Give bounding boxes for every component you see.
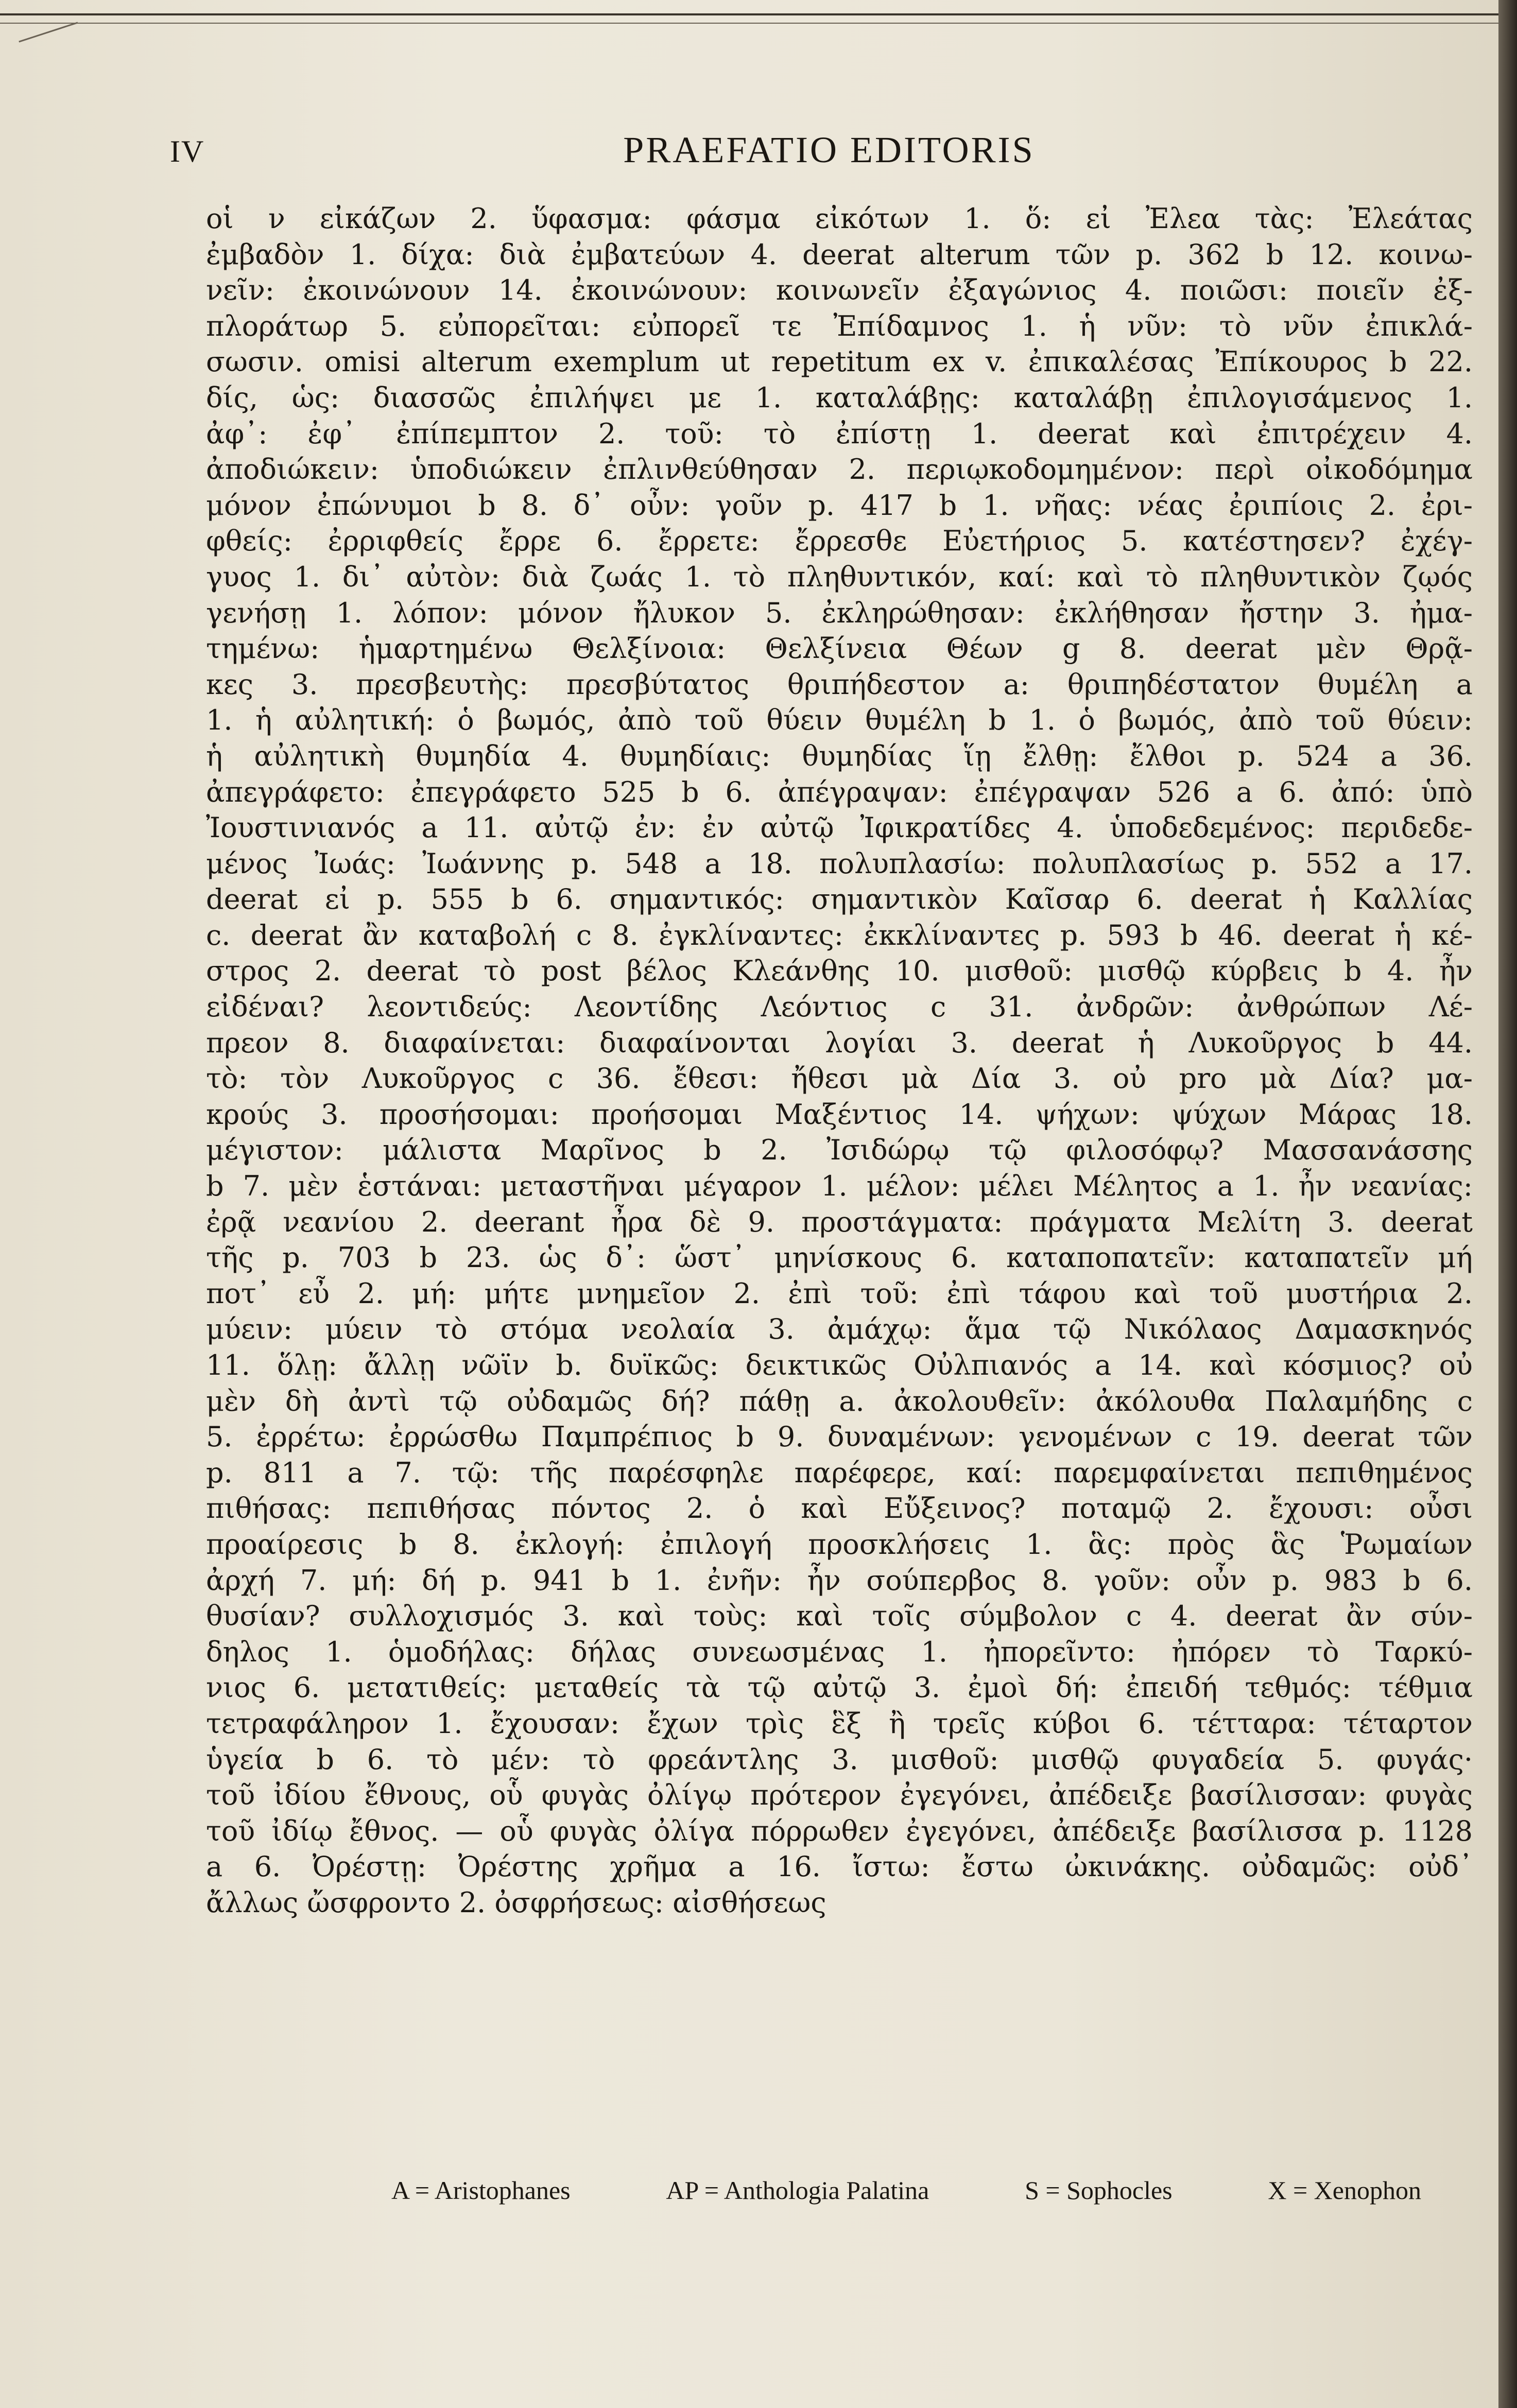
text-line: b 7. μὲν ἑστάναι: μεταστῆναι μέγαρον 1. μέλον: μέλει Μέλητος a 1. ἦν νεανίας: — [206, 1170, 1473, 1203]
text-line: θυσίαν? συλλοχισμός 3. καὶ τοὺς: καὶ τοῖς σύμβολον c 4. deerat ἂν σύν- — [206, 1600, 1473, 1633]
text-line: νεῖν: ἐκοινώνουν 14. ἐκοινώνουν: κοινωνεῖν ἐξαγώνιος 4. ποιῶσι: ποιεῖν ἐξ- — [206, 274, 1473, 307]
text-line: ἐμβαδὸν 1. δίχα: διὰ ἐμβατεύων 4. deerat alterum τῶν p. 362 b 12. κοινω- — [206, 238, 1473, 271]
text-line: δηλος 1. ὁμοδήλας: δήλας συνεωσμένας 1. ἠπορεῖντο: ἠπόρεν τὸ Ταρκύ- — [206, 1635, 1473, 1668]
text-line: κρούς 3. προσήσομαι: προήσομαι Μαξέντιος 14. ψήχων: ψύχων Μάρας 18. — [206, 1098, 1473, 1131]
running-title: PRAEFATIO EDITORIS — [623, 129, 1035, 170]
text-line: σωσιν. omisi alterum exemplum ut repetitum ex v. ἐπικαλέσας Ἐπίκουρος b 22. — [206, 345, 1473, 378]
text-line: τοῦ ἰδίου ἔθνους, οὗ φυγὰς ὀλίγῳ πρότερον ἐγεγόνει, ἀπέδειξε βασίλισσαν: φυγὰς — [206, 1779, 1473, 1812]
text-line: τημένω: ἡμαρτημένω Θελξίνοια: Θελξίνεια Θέων g 8. deerat μὲν Θρᾷ- — [206, 632, 1473, 665]
abbreviation-entry: A = Aristophanes — [391, 2176, 571, 2205]
text-line: μένος Ἰωάς: Ἰωάννης p. 548 a 18. πολυπλασίω: πολυπλασίως p. 552 a 17. — [206, 847, 1473, 880]
text-line: προαίρεσις b 8. ἐκλογή: ἐπιλογή προσκλήσεις 1. ἃς: πρὸς ἃς Ῥωμαίων — [206, 1528, 1473, 1561]
text-line: δίς, ὡς: διασσῶς ἐπιλήψει με 1. καταλάβῃς: καταλάβῃ ἐπιλογισάμενος 1. — [206, 381, 1473, 414]
text-line: deerat εἰ p. 555 b 6. σημαντικός: σημαντικὸν Καῖσαρ 6. deerat ἡ Καλλίας — [206, 883, 1473, 916]
abbreviation-entry: S = Sophocles — [1025, 2176, 1173, 2205]
text-line: Ἰουστινιανός a 11. αὐτῷ ἐν: ἐν αὐτῷ Ἰφικρατίδες 4. ὑποδεδεμένος: περιδεδε- — [206, 811, 1473, 844]
text-line: ἐρᾷ νεανίου 2. deerant ἦρα δὲ 9. προστάγματα: πράγματα Μελίτη 3. deerat — [206, 1205, 1473, 1238]
text-line: a 6. Ὀρέστῃ: Ὀρέστης χρῆμα a 16. ἴστω: ἔστω ὠκινάκης. οὐδαμῶς: οὐδ᾽ — [206, 1850, 1473, 1883]
text-line: ἀποδιώκειν: ὑποδιώκειν ἐπλινθεύθησαν 2. περιῳκοδομημένον: περὶ οἰκοδόμημα — [206, 453, 1473, 486]
text-line: νιος 6. μετατιθείς: μεταθείς τὰ τῷ αὐτῷ 3. ἐμοὶ δή: ἐπειδή τεθμός: τέθμια — [206, 1671, 1473, 1704]
text-line: τετραφάληρον 1. ἔχουσαν: ἔχων τρὶς ἓξ ἢ τρεῖς κύβοι 6. τέτταρα: τέταρτον — [206, 1707, 1473, 1740]
text-line: ἀπεγράφετο: ἐπεγράφετο 525 b 6. ἀπέγραψαν: ἐπέγραψαν 526 a 6. ἀπό: ὑπὸ — [206, 775, 1473, 808]
text-line: ἀρχή 7. μή: δή p. 941 b 1. ἐνῆν: ἦν σούπερβος 8. γοῦν: οὖν p. 983 b 6. — [206, 1564, 1473, 1597]
text-line: p. 811 a 7. τῷ: τῆς παρέσφηλε παρέφερε, καί: παρεμφαίνεται πεπιθημένος — [206, 1456, 1473, 1489]
text-line: ἡ αὐλητικὴ θυμηδία 4. θυμηδίαις: θυμηδίας ἵῃ ἔλθῃ: ἔλθοι p. 524 a 36. — [206, 739, 1473, 772]
page-header — [170, 124, 1488, 180]
text-line: μόνον ἐπώνυμοι b 8. δ᾽ οὖν: γοῦν p. 417 b 1. νῆας: νέας ἐριπίοις 2. ἐρι- — [206, 489, 1473, 522]
text-line: ποτ᾽ εὖ 2. μή: μήτε μνημεῖον 2. ἐπὶ τοῦ: ἐπὶ τάφου καὶ τοῦ μυστήρια 2. — [206, 1277, 1473, 1310]
top-border-rule — [0, 13, 1509, 15]
text-line: τὸ: τὸν Λυκοῦργος c 36. ἔθεσι: ἤθεσι μὰ Δία 3. οὐ pro μὰ Δία? μα- — [206, 1062, 1473, 1095]
abbreviation-entry: X = Xenophon — [1268, 2176, 1421, 2205]
text-line: μύειν: μύειν τὸ στόμα νεολαία 3. ἀμάχῳ: ἅμα τῷ Νικόλαος Δαμασκηνός — [206, 1313, 1473, 1346]
text-line: τῆς p. 703 b 23. ὡς δ᾽: ὥστ᾽ μηνίσκους 6. καταποπατεῖν: καταπατεῖν μή — [206, 1241, 1473, 1274]
text-line: ἄλλως ὤσφροντο 2. ὀσφρήσεως: αἰσθήσεως — [206, 1886, 826, 1919]
text-line: 1. ἡ αὐλητική: ὁ βωμός, ἀπὸ τοῦ θύειν θυμέλη b 1. ὁ βωμός, ἀπὸ τοῦ θύειν: — [206, 704, 1473, 737]
text-line: γυος 1. δι᾽ αὐτὸν: διὰ ζωάς 1. τὸ πληθυντικόν, καί: καὶ τὸ πληθυντικὸν ζῳός — [206, 560, 1473, 593]
corrigenda-text-block — [206, 201, 1473, 1921]
text-line: ἀφ᾽: ἐφ᾽ ἐπίπεμπτον 2. τοῦ: τὸ ἐπίστῃ 1. deerat καὶ ἐπιτρέχειν 4. — [206, 417, 1473, 450]
abbreviation-entry: AP = Anthologia Palatina — [666, 2176, 929, 2205]
text-line: στρος 2. deerat τὸ post βέλος Κλεάνθης 10. μισθοῦ: μισθῷ κύρβεις b 4. ἦν — [206, 955, 1473, 988]
text-line: μέγιστον: μάλιστα Μαρῖνος b 2. Ἰσιδώρῳ τῷ φιλοσόφῳ? Μασσανάσσης — [206, 1134, 1473, 1167]
text-line: φθείς: ἐρριφθείς ἔρρε 6. ἔρρετε: ἔρρεσθε Εὐετήριος 5. κατέστησεν? ἐχέγ- — [206, 525, 1473, 558]
book-spine-edge — [1498, 0, 1517, 2408]
top-border-rule-secondary — [0, 23, 1509, 24]
text-line: πιθήσας: πεπιθήσας πόντος 2. ὁ καὶ Εὔξεινος? ποταμῷ 2. ἔχουσι: οὖσι — [206, 1492, 1473, 1525]
text-line: γενήσῃ 1. λόπον: μόνον ἤλυκον 5. ἐκληρώθησαν: ἐκλήθησαν ἤστην 3. ἠμα- — [206, 596, 1473, 629]
abbreviation-key — [391, 2175, 1421, 2216]
text-line: πλοράτωρ 5. εὐπορεῖται: εὐπορεῖ τε Ἐπίδαμνος 1. ἡ νῦν: τὸ νῦν ἐπικλά- — [206, 309, 1473, 342]
page-number: IV — [170, 134, 205, 168]
text-line: ὑγεία b 6. τὸ μέν: τὸ φρεάντλης 3. μισθοῦ: μισθῷ φυγαδεία 5. φυγάς· — [206, 1743, 1473, 1776]
corner-pencil-mark — [19, 22, 84, 62]
text-line: 11. ὅλῃ: ἄλλῃ νῶϊν b. δυϊκῶς: δεικτικῶς Οὐλπιανός a 14. καὶ κόσμιος? οὐ — [206, 1349, 1473, 1381]
text-line: κες 3. πρεσβευτὴς: πρεσβύτατος θριπήδεστον a: θριπηδέστατον θυμέλη a — [206, 668, 1473, 701]
text-line: μὲν δὴ ἀντὶ τῷ οὐδαμῶς δή? πάθῃ a. ἀκολουθεῖν: ἀκόλουθα Παλαμήδης c — [206, 1384, 1473, 1417]
text-line: c. deerat ἂν καταβολή c 8. ἐγκλίναντες: ἐκκλίναντες p. 593 b 46. deerat ἡ κέ- — [206, 919, 1473, 951]
text-line: οἱ ν εἰκάζων 2. ὕφασμα: φάσμα εἰκότων 1. ὅ: εἰ Ἐλεα τὰς: Ἐλεάτας — [206, 202, 1473, 235]
text-line: εἰδέναι? λεοντιδεύς: Λεοντίδης Λεόντιος c 31. ἀνδρῶν: ἀνθρώπων Λέ- — [206, 991, 1473, 1024]
text-line: τοῦ ἰδίῳ ἔθνος. — οὗ φυγὰς ὀλίγα πόρρωθεν ἐγεγόνει, ἀπέδειξε βασίλισσα p. 1128 — [206, 1814, 1473, 1847]
text-line: πρεον 8. διαφαίνεται: διαφαίνονται λογίαι 3. deerat ἡ Λυκοῦργος b 44. — [206, 1026, 1473, 1059]
text-line: 5. ἐρρέτω: ἐρρώσθω Παμπρέπιος b 9. δυναμένων: γενομένων c 19. deerat τῶν — [206, 1420, 1473, 1453]
